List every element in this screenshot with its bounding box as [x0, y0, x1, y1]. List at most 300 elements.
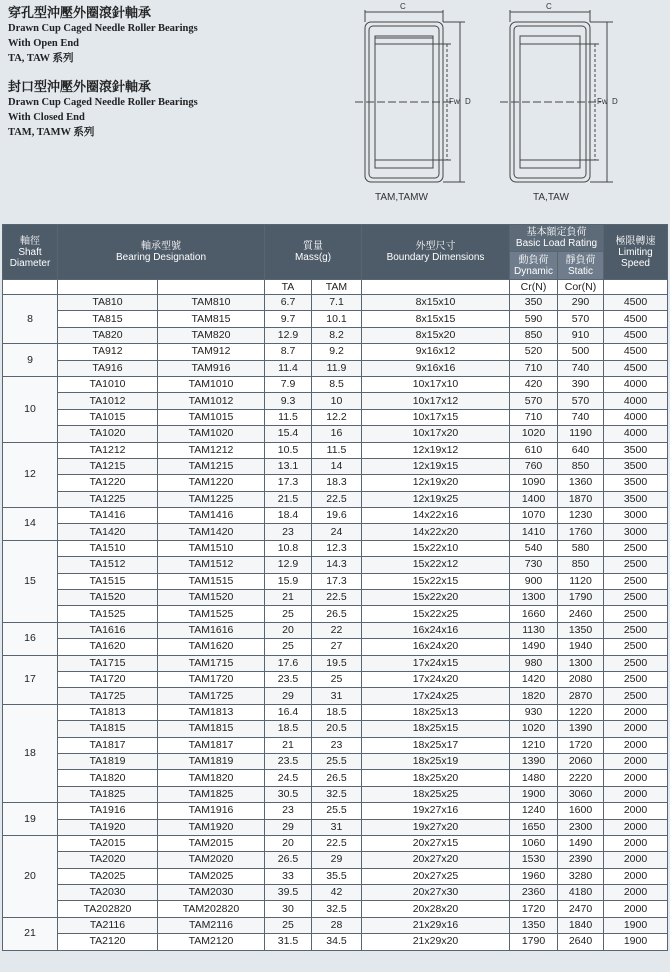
- table-header: [3, 225, 668, 295]
- tam-designation-cell: TAM810: [158, 295, 265, 311]
- table-row: [3, 540, 668, 556]
- boundary-dimensions-cell: 12x19x20: [362, 475, 510, 491]
- dynamic-load-cell: 1960: [510, 868, 558, 884]
- limiting-speed-cell: 4500: [604, 360, 668, 376]
- tam-designation-cell: TAM1815: [158, 721, 265, 737]
- limiting-speed-cell: 4500: [604, 344, 668, 360]
- table-row: [3, 344, 668, 360]
- ta-designation-cell: TA1420: [58, 524, 158, 540]
- table-row: [3, 295, 668, 311]
- dynamic-load-cell: 1900: [510, 786, 558, 802]
- closed-end-series: TAM, TAMW 系列: [8, 127, 95, 138]
- shaft-diameter-cell: 8: [3, 295, 58, 344]
- limiting-speed-cell: 2000: [604, 901, 668, 917]
- tam-mass-cell: 25.5: [312, 803, 362, 819]
- table-row: [3, 360, 668, 376]
- static-load-cell: 1870: [558, 491, 604, 507]
- shaft-diameter-cell: 10: [3, 376, 58, 442]
- tam-mass-cell: 14.3: [312, 557, 362, 573]
- dynamic-load-cell: 590: [510, 311, 558, 327]
- subheader-ta: TA: [265, 280, 312, 295]
- dynamic-load-cell: 1790: [510, 934, 558, 950]
- boundary-dimensions-cell: 12x19x25: [362, 491, 510, 507]
- table-row: [3, 688, 668, 704]
- limiting-speed-cell: 2000: [604, 753, 668, 769]
- tam-mass-cell: 29: [312, 852, 362, 868]
- shaft-diameter-cell: 15: [3, 540, 58, 622]
- ta-mass-cell: 7.9: [265, 376, 312, 392]
- static-load-cell: 1390: [558, 721, 604, 737]
- limiting-speed-cell: 2500: [604, 671, 668, 687]
- ta-designation-cell: TA2025: [58, 868, 158, 884]
- dynamic-load-cell: 850: [510, 327, 558, 343]
- ta-mass-cell: 12.9: [265, 557, 312, 573]
- closed-end-subtitle: With Closed End: [8, 112, 85, 123]
- table-row: [3, 426, 668, 442]
- limiting-speed-cell: 3000: [604, 524, 668, 540]
- static-load-cell: 1230: [558, 508, 604, 524]
- boundary-dimensions-cell: 20x28x20: [362, 901, 510, 917]
- tam-mass-cell: 25: [312, 671, 362, 687]
- boundary-dimensions-cell: 8x15x20: [362, 327, 510, 343]
- tam-designation-cell: TAM1620: [158, 639, 265, 655]
- shaft-diameter-cell: 20: [3, 835, 58, 917]
- tam-designation-cell: TAM1510: [158, 540, 265, 556]
- header-static: 靜負荷 Static: [558, 252, 604, 280]
- boundary-dimensions-cell: 15x22x15: [362, 573, 510, 589]
- static-load-cell: 2390: [558, 852, 604, 868]
- tam-designation-cell: TAM815: [158, 311, 265, 327]
- limiting-speed-cell: 4000: [604, 426, 668, 442]
- tam-mass-cell: 32.5: [312, 786, 362, 802]
- boundary-dimensions-cell: 16x24x16: [362, 622, 510, 638]
- static-load-cell: 3280: [558, 868, 604, 884]
- static-load-cell: 1720: [558, 737, 604, 753]
- table-row: [3, 655, 668, 671]
- limiting-speed-cell: 2500: [604, 622, 668, 638]
- tam-designation-cell: TAM820: [158, 327, 265, 343]
- boundary-dimensions-cell: 18x25x13: [362, 704, 510, 720]
- static-load-cell: 1360: [558, 475, 604, 491]
- tam-mass-cell: 24: [312, 524, 362, 540]
- table-row: [3, 803, 668, 819]
- boundary-dimensions-cell: 18x25x20: [362, 770, 510, 786]
- tam-mass-cell: 10: [312, 393, 362, 409]
- header-shaft-diameter: 軸徑 Shaft Diameter: [3, 225, 58, 280]
- dynamic-load-cell: 930: [510, 704, 558, 720]
- ta-designation-cell: TA912: [58, 344, 158, 360]
- table-row: [3, 671, 668, 687]
- tam-designation-cell: TAM1515: [158, 573, 265, 589]
- static-load-cell: 570: [558, 311, 604, 327]
- dynamic-load-cell: 2360: [510, 885, 558, 901]
- tam-mass-cell: 7.1: [312, 295, 362, 311]
- ta-designation-cell: TA1020: [58, 426, 158, 442]
- ta-mass-cell: 8.7: [265, 344, 312, 360]
- ta-designation-cell: TA820: [58, 327, 158, 343]
- static-load-cell: 1790: [558, 590, 604, 606]
- caption-tam-tamw: TAM,TAMW: [375, 192, 428, 203]
- table-row: [3, 442, 668, 458]
- tam-mass-cell: 25.5: [312, 753, 362, 769]
- tam-mass-cell: 12.3: [312, 540, 362, 556]
- tam-designation-cell: TAM1220: [158, 475, 265, 491]
- subheader-tam: TAM: [312, 280, 362, 295]
- header-bearing-designation: 軸承型號 Bearing Designation: [58, 225, 265, 280]
- table-row: [3, 704, 668, 720]
- ta-mass-cell: 23: [265, 803, 312, 819]
- ta-designation-cell: TA2116: [58, 917, 158, 933]
- tam-designation-cell: TAM1725: [158, 688, 265, 704]
- static-load-cell: 740: [558, 409, 604, 425]
- ta-mass-cell: 18.4: [265, 508, 312, 524]
- dynamic-load-cell: 350: [510, 295, 558, 311]
- tam-mass-cell: 22.5: [312, 590, 362, 606]
- tam-designation-cell: TAM1420: [158, 524, 265, 540]
- table-row: [3, 590, 668, 606]
- dynamic-load-cell: 760: [510, 458, 558, 474]
- boundary-dimensions-cell: 20x27x25: [362, 868, 510, 884]
- table-row: [3, 639, 668, 655]
- dynamic-load-cell: 710: [510, 360, 558, 376]
- dim-c-left: C: [400, 2, 406, 11]
- boundary-dimensions-cell: 20x27x20: [362, 852, 510, 868]
- ta-designation-cell: TA1720: [58, 671, 158, 687]
- open-end-subtitle: With Open End: [8, 38, 80, 49]
- ta-designation-cell: TA916: [58, 360, 158, 376]
- table-row: [3, 393, 668, 409]
- ta-designation-cell: TA1813: [58, 704, 158, 720]
- ta-designation-cell: TA1620: [58, 639, 158, 655]
- limiting-speed-cell: 2500: [604, 557, 668, 573]
- table-row: [3, 786, 668, 802]
- boundary-dimensions-cell: 10x17x20: [362, 426, 510, 442]
- tam-mass-cell: 26.5: [312, 770, 362, 786]
- dynamic-load-cell: 520: [510, 344, 558, 360]
- tam-designation-cell: TAM1920: [158, 819, 265, 835]
- static-load-cell: 2220: [558, 770, 604, 786]
- tam-designation-cell: TAM1817: [158, 737, 265, 753]
- ta-designation-cell: TA1512: [58, 557, 158, 573]
- static-load-cell: 2080: [558, 671, 604, 687]
- boundary-dimensions-cell: 19x27x20: [362, 819, 510, 835]
- ta-mass-cell: 25: [265, 606, 312, 622]
- table-row: [3, 901, 668, 917]
- subheader-blank: [3, 280, 58, 295]
- limiting-speed-cell: 2000: [604, 704, 668, 720]
- dynamic-load-cell: 1530: [510, 852, 558, 868]
- tam-mass-cell: 23: [312, 737, 362, 753]
- static-load-cell: 2300: [558, 819, 604, 835]
- tam-mass-cell: 10.1: [312, 311, 362, 327]
- tam-designation-cell: TAM202820: [158, 901, 265, 917]
- table-row: [3, 409, 668, 425]
- tam-designation-cell: TAM1825: [158, 786, 265, 802]
- tam-mass-cell: 20.5: [312, 721, 362, 737]
- tam-designation-cell: TAM916: [158, 360, 265, 376]
- dynamic-load-cell: 1060: [510, 835, 558, 851]
- ta-mass-cell: 25: [265, 917, 312, 933]
- dynamic-load-cell: 1020: [510, 721, 558, 737]
- boundary-dimensions-cell: 17x24x25: [362, 688, 510, 704]
- boundary-dimensions-cell: 15x22x20: [362, 590, 510, 606]
- ta-designation-cell: TA1817: [58, 737, 158, 753]
- ta-mass-cell: 26.5: [265, 852, 312, 868]
- subheader-blank: [362, 280, 510, 295]
- dynamic-load-cell: 710: [510, 409, 558, 425]
- static-load-cell: 2640: [558, 934, 604, 950]
- limiting-speed-cell: 2000: [604, 770, 668, 786]
- table-row: [3, 491, 668, 507]
- header-boundary-dimensions: 外型尺寸 Boundary Dimensions: [362, 225, 510, 280]
- static-load-cell: 1840: [558, 917, 604, 933]
- tam-mass-cell: 14: [312, 458, 362, 474]
- boundary-dimensions-cell: 15x22x10: [362, 540, 510, 556]
- limiting-speed-cell: 2500: [604, 590, 668, 606]
- limiting-speed-cell: 2500: [604, 655, 668, 671]
- tam-designation-cell: TAM1916: [158, 803, 265, 819]
- static-load-cell: 850: [558, 458, 604, 474]
- ta-mass-cell: 23.5: [265, 671, 312, 687]
- limiting-speed-cell: 2000: [604, 868, 668, 884]
- tam-mass-cell: 28: [312, 917, 362, 933]
- tam-designation-cell: TAM1512: [158, 557, 265, 573]
- open-end-series: TA, TAW 系列: [8, 53, 74, 64]
- catalog-titles: [8, 4, 338, 140]
- header-limiting-speed: 極限轉速 Limiting Speed: [604, 225, 668, 280]
- ta-mass-cell: 16.4: [265, 704, 312, 720]
- ta-mass-cell: 25: [265, 639, 312, 655]
- ta-designation-cell: TA1212: [58, 442, 158, 458]
- static-load-cell: 640: [558, 442, 604, 458]
- dynamic-load-cell: 1400: [510, 491, 558, 507]
- dynamic-load-cell: 1300: [510, 590, 558, 606]
- limiting-speed-cell: 2000: [604, 786, 668, 802]
- static-load-cell: 390: [558, 376, 604, 392]
- table-row: [3, 622, 668, 638]
- dynamic-load-cell: 570: [510, 393, 558, 409]
- dynamic-load-cell: 1820: [510, 688, 558, 704]
- tam-designation-cell: TAM1715: [158, 655, 265, 671]
- tam-mass-cell: 11.9: [312, 360, 362, 376]
- limiting-speed-cell: 4500: [604, 327, 668, 343]
- limiting-speed-cell: 3500: [604, 475, 668, 491]
- tam-mass-cell: 18.5: [312, 704, 362, 720]
- open-end-title-cn: 穿孔型沖壓外圈滾針軸承: [8, 5, 152, 20]
- boundary-dimensions-cell: 9x16x12: [362, 344, 510, 360]
- dynamic-load-cell: 1410: [510, 524, 558, 540]
- static-load-cell: 1220: [558, 704, 604, 720]
- static-load-cell: 1120: [558, 573, 604, 589]
- limiting-speed-cell: 4000: [604, 409, 668, 425]
- ta-mass-cell: 21.5: [265, 491, 312, 507]
- open-end-title-en: Drawn Cup Caged Needle Roller Bearings: [8, 23, 198, 34]
- boundary-dimensions-cell: 10x17x15: [362, 409, 510, 425]
- tam-mass-cell: 16: [312, 426, 362, 442]
- dynamic-load-cell: 1130: [510, 622, 558, 638]
- tam-designation-cell: TAM1525: [158, 606, 265, 622]
- tam-designation-cell: TAM2015: [158, 835, 265, 851]
- ta-designation-cell: TA1525: [58, 606, 158, 622]
- dim-fw-left: Fw: [449, 97, 460, 106]
- dim-d-left: D: [465, 97, 471, 106]
- ta-mass-cell: 23.5: [265, 753, 312, 769]
- tam-designation-cell: TAM1720: [158, 671, 265, 687]
- caption-ta-taw: TA,TAW: [533, 192, 569, 203]
- table-row: [3, 311, 668, 327]
- tam-mass-cell: 22.5: [312, 835, 362, 851]
- tam-designation-cell: TAM1520: [158, 590, 265, 606]
- ta-mass-cell: 21: [265, 590, 312, 606]
- boundary-dimensions-cell: 9x16x16: [362, 360, 510, 376]
- subheader-blank: [58, 280, 158, 295]
- limiting-speed-cell: 2500: [604, 606, 668, 622]
- boundary-dimensions-cell: 14x22x16: [362, 508, 510, 524]
- table-row: [3, 508, 668, 524]
- tam-mass-cell: 17.3: [312, 573, 362, 589]
- table-body: [3, 295, 668, 951]
- ta-mass-cell: 12.9: [265, 327, 312, 343]
- static-load-cell: 290: [558, 295, 604, 311]
- tam-designation-cell: TAM1212: [158, 442, 265, 458]
- ta-mass-cell: 31.5: [265, 934, 312, 950]
- ta-designation-cell: TA1515: [58, 573, 158, 589]
- static-load-cell: 1940: [558, 639, 604, 655]
- bearing-table-wrapper: [2, 224, 667, 951]
- header-mass: 質量 Mass(g): [265, 225, 362, 280]
- boundary-dimensions-cell: 19x27x16: [362, 803, 510, 819]
- ta-mass-cell: 15.4: [265, 426, 312, 442]
- ta-designation-cell: TA1715: [58, 655, 158, 671]
- tam-mass-cell: 31: [312, 688, 362, 704]
- tam-designation-cell: TAM1616: [158, 622, 265, 638]
- limiting-speed-cell: 2500: [604, 573, 668, 589]
- ta-mass-cell: 17.6: [265, 655, 312, 671]
- tam-mass-cell: 42: [312, 885, 362, 901]
- tam-designation-cell: TAM1015: [158, 409, 265, 425]
- static-load-cell: 1600: [558, 803, 604, 819]
- ta-mass-cell: 6.7: [265, 295, 312, 311]
- shaft-diameter-cell: 17: [3, 655, 58, 704]
- table-row: [3, 327, 668, 343]
- boundary-dimensions-cell: 12x19x12: [362, 442, 510, 458]
- dynamic-load-cell: 610: [510, 442, 558, 458]
- tam-mass-cell: 22: [312, 622, 362, 638]
- limiting-speed-cell: 4000: [604, 393, 668, 409]
- ta-mass-cell: 15.9: [265, 573, 312, 589]
- boundary-dimensions-cell: 21x29x20: [362, 934, 510, 950]
- tam-designation-cell: TAM2020: [158, 852, 265, 868]
- tam-mass-cell: 26.5: [312, 606, 362, 622]
- boundary-dimensions-cell: 18x25x25: [362, 786, 510, 802]
- closed-end-title-en: Drawn Cup Caged Needle Roller Bearings: [8, 97, 198, 108]
- ta-designation-cell: TA815: [58, 311, 158, 327]
- ta-designation-cell: TA2120: [58, 934, 158, 950]
- ta-mass-cell: 30.5: [265, 786, 312, 802]
- dynamic-load-cell: 1490: [510, 639, 558, 655]
- static-load-cell: 2460: [558, 606, 604, 622]
- ta-designation-cell: TA1510: [58, 540, 158, 556]
- ta-designation-cell: TA1015: [58, 409, 158, 425]
- bearing-specification-table: [2, 224, 668, 951]
- static-load-cell: 740: [558, 360, 604, 376]
- limiting-speed-cell: 4000: [604, 376, 668, 392]
- dynamic-load-cell: 1020: [510, 426, 558, 442]
- limiting-speed-cell: 3500: [604, 458, 668, 474]
- tam-mass-cell: 12.2: [312, 409, 362, 425]
- ta-designation-cell: TA1819: [58, 753, 158, 769]
- dynamic-load-cell: 1650: [510, 819, 558, 835]
- table-row: [3, 753, 668, 769]
- limiting-speed-cell: 4500: [604, 295, 668, 311]
- ta-mass-cell: 11.5: [265, 409, 312, 425]
- ta-mass-cell: 10.5: [265, 442, 312, 458]
- limiting-speed-cell: 2500: [604, 639, 668, 655]
- boundary-dimensions-cell: 15x22x25: [362, 606, 510, 622]
- table-row: [3, 606, 668, 622]
- tam-designation-cell: TAM1225: [158, 491, 265, 507]
- dynamic-load-cell: 1660: [510, 606, 558, 622]
- tam-mass-cell: 32.5: [312, 901, 362, 917]
- table-row: [3, 934, 668, 950]
- ta-designation-cell: TA1916: [58, 803, 158, 819]
- tam-mass-cell: 22.5: [312, 491, 362, 507]
- table-row: [3, 770, 668, 786]
- ta-mass-cell: 33: [265, 868, 312, 884]
- tam-designation-cell: TAM1813: [158, 704, 265, 720]
- tam-mass-cell: 8.2: [312, 327, 362, 343]
- ta-mass-cell: 39.5: [265, 885, 312, 901]
- ta-designation-cell: TA1815: [58, 721, 158, 737]
- closed-end-title-cn: 封口型沖壓外圈滾針軸承: [8, 79, 152, 94]
- limiting-speed-cell: 2000: [604, 737, 668, 753]
- static-load-cell: 2060: [558, 753, 604, 769]
- ta-mass-cell: 30: [265, 901, 312, 917]
- tam-designation-cell: TAM2120: [158, 934, 265, 950]
- dynamic-load-cell: 1070: [510, 508, 558, 524]
- shaft-diameter-cell: 18: [3, 704, 58, 802]
- dynamic-load-cell: 1210: [510, 737, 558, 753]
- ta-designation-cell: TA1215: [58, 458, 158, 474]
- limiting-speed-cell: 2500: [604, 540, 668, 556]
- boundary-dimensions-cell: 8x15x15: [362, 311, 510, 327]
- dynamic-load-cell: 1390: [510, 753, 558, 769]
- ta-designation-cell: TA2020: [58, 852, 158, 868]
- static-load-cell: 1760: [558, 524, 604, 540]
- ta-mass-cell: 17.3: [265, 475, 312, 491]
- ta-mass-cell: 29: [265, 688, 312, 704]
- static-load-cell: 570: [558, 393, 604, 409]
- table-row: [3, 721, 668, 737]
- tam-mass-cell: 31: [312, 819, 362, 835]
- ta-designation-cell: TA1520: [58, 590, 158, 606]
- tam-mass-cell: 27: [312, 639, 362, 655]
- ta-designation-cell: TA1012: [58, 393, 158, 409]
- header-dynamic: 動負荷 Dynamic: [510, 252, 558, 280]
- subheader-cor: Cor(N): [558, 280, 604, 295]
- dynamic-load-cell: 1350: [510, 917, 558, 933]
- ta-designation-cell: TA202820: [58, 901, 158, 917]
- tam-designation-cell: TAM2025: [158, 868, 265, 884]
- ta-mass-cell: 13.1: [265, 458, 312, 474]
- tam-designation-cell: TAM1215: [158, 458, 265, 474]
- boundary-dimensions-cell: 8x15x10: [362, 295, 510, 311]
- table-row: [3, 458, 668, 474]
- ta-designation-cell: TA810: [58, 295, 158, 311]
- bearing-diagram: [345, 0, 667, 220]
- static-load-cell: 1490: [558, 835, 604, 851]
- ta-mass-cell: 11.4: [265, 360, 312, 376]
